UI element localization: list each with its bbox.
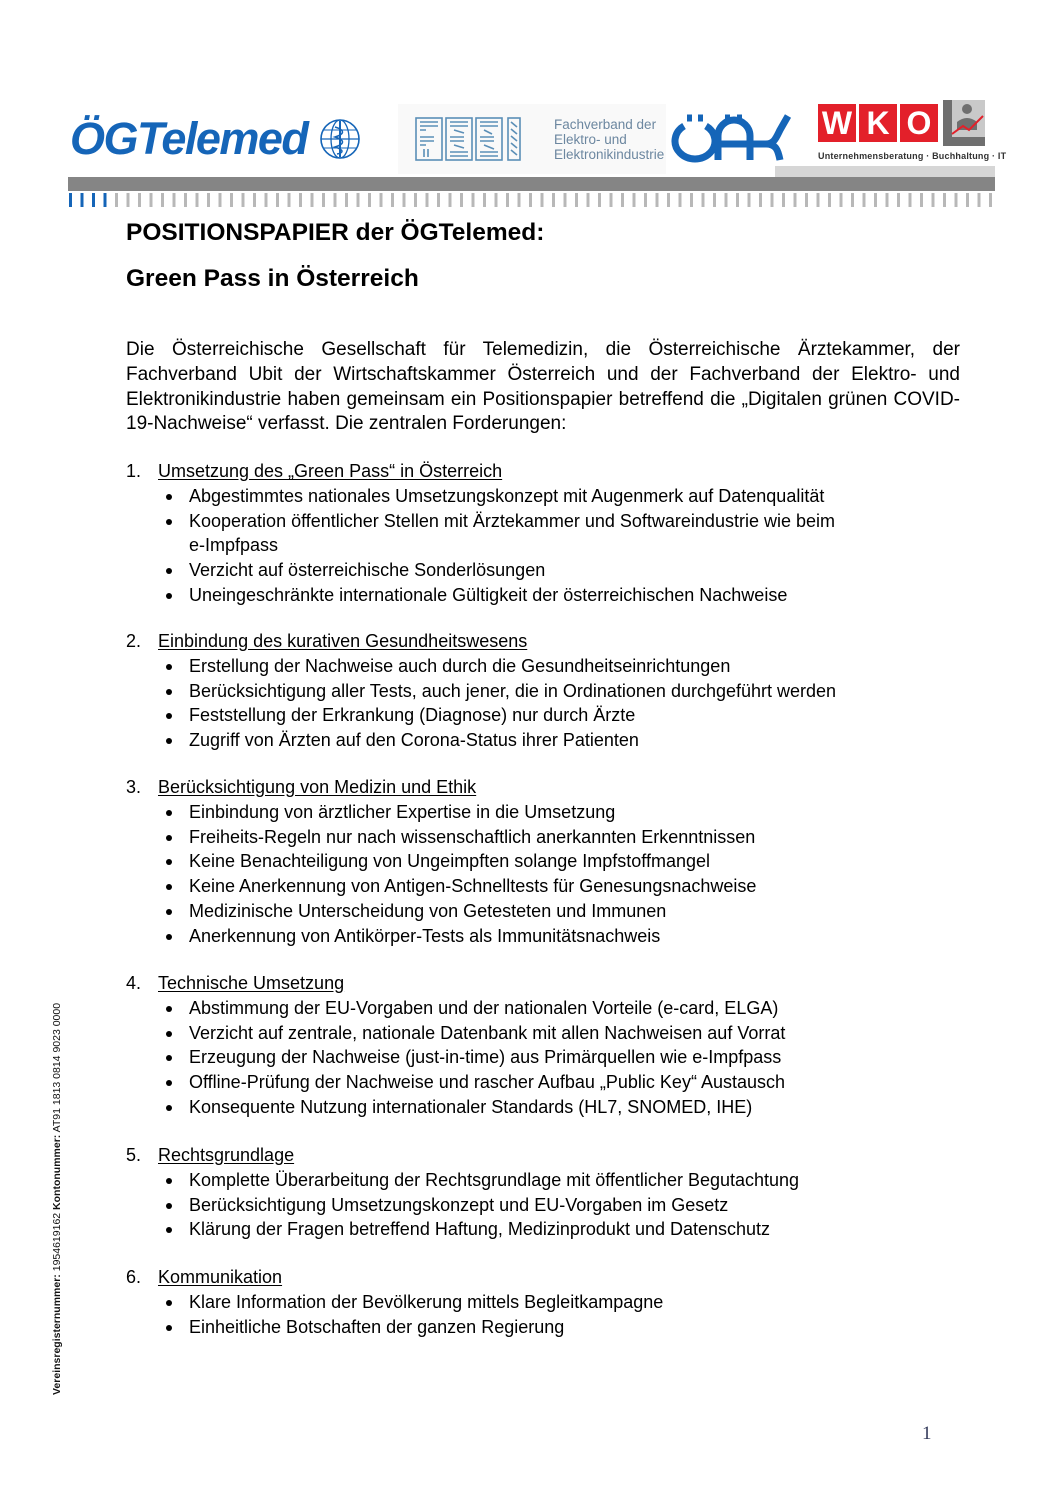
bullet-icon: [126, 996, 189, 1021]
bullet-icon: [126, 899, 189, 924]
section-6: [126, 1265, 946, 1339]
header-tick: [817, 193, 820, 207]
bullet-icon: [126, 800, 189, 825]
header-tick: [978, 193, 981, 207]
wko-tagline: Unternehmensberatung · Buchhaltung · IT: [818, 151, 1007, 161]
bullet-icon: [126, 583, 189, 608]
list-item: Erzeugung der Nachweise (just-in-time) aus Primärquellen wie e-Impfpass: [126, 1045, 946, 1070]
feei-mark: [414, 115, 532, 163]
account-value: AT91 1813 0814 9023 0000: [51, 1002, 63, 1133]
header-tick-strip: [68, 193, 995, 207]
header-tick: [449, 193, 452, 207]
bullet-icon: [126, 1217, 189, 1242]
header-tick: [771, 193, 774, 207]
section-title: Umsetzung des „Green Pass“ in Österreich: [158, 461, 503, 481]
header-tick: [794, 193, 797, 207]
ogtelemed-logo: [70, 113, 361, 164]
page-number: 1: [922, 1423, 932, 1444]
header-tick: [621, 193, 624, 207]
header-tick: [380, 193, 383, 207]
header-tick: [782, 193, 785, 207]
header-tick: [127, 193, 130, 207]
feei-description: [554, 117, 664, 162]
header-tick: [230, 193, 233, 207]
person-growth-chart-icon: [943, 100, 985, 146]
wko-letter: O: [900, 104, 938, 142]
header-tick: [173, 193, 176, 207]
header-tick: [334, 193, 337, 207]
header-tick: [495, 193, 498, 207]
section-number: 2.: [126, 631, 142, 651]
header-tick: [679, 193, 682, 207]
header-tick: [644, 193, 647, 207]
header-tick: [725, 193, 728, 207]
list-item: Klärung der Fragen betreffend Haftung, Medizinprodukt und Datenschutz: [126, 1217, 946, 1242]
bullet-icon: [126, 679, 189, 704]
list-item: Berücksichtigung Umsetzungskonzept und EU-Vorgaben im Gesetz: [126, 1193, 946, 1218]
header-tick: [874, 193, 877, 207]
section-5: [126, 1143, 946, 1242]
feei-text-line: Elektronikindustrie: [554, 146, 665, 162]
section-number: 1.: [126, 461, 142, 481]
bullet-icon: [126, 1070, 189, 1095]
header-tick: [437, 193, 440, 207]
feei-circuit-letters-icon: [414, 115, 532, 163]
header-tick: [299, 193, 302, 207]
header-tick: [196, 193, 199, 207]
header-tick: [897, 193, 900, 207]
bullet-icon: [126, 1290, 189, 1315]
register-label: Vereinsregisternummer:: [51, 1274, 63, 1395]
header-tick: [414, 193, 417, 207]
header-tick: [932, 193, 935, 207]
document-title: POSITIONSPAPIER der ÖGTelemed:: [126, 219, 545, 246]
bullet-icon: [126, 1315, 189, 1340]
bullet-icon: [126, 728, 189, 753]
header-tick: [759, 193, 762, 207]
section-number: 3.: [126, 777, 142, 797]
header-tick: [966, 193, 969, 207]
document-subtitle: Green Pass in Österreich: [126, 265, 419, 292]
list-item: Erstellung der Nachweise auch durch die Gesundheitseinrichtungen: [126, 654, 946, 679]
header-tick: [357, 193, 360, 207]
ogtelemed-wordmark: ÖGTelemed: [70, 113, 308, 164]
section-2: [126, 629, 946, 753]
bullet-icon: [126, 825, 189, 850]
header-tick: [115, 193, 118, 207]
header-tick: [276, 193, 279, 207]
header-tick: [242, 193, 245, 207]
header-tick: [909, 193, 912, 207]
header-tick: [265, 193, 268, 207]
bullet-icon: [126, 849, 189, 874]
header-tick: [886, 193, 889, 207]
bullet-icon: [126, 703, 189, 728]
list-item: Einbindung von ärztlicher Expertise in die Umsetzung: [126, 800, 946, 825]
header-tick: [920, 193, 923, 207]
header-tick: [403, 193, 406, 207]
list-item: Abstimmung der EU-Vorgaben und der nationalen Vorteile (e-card, ELGA): [126, 996, 946, 1021]
header-tick: [575, 193, 578, 207]
header-tick: [391, 193, 394, 207]
section-title: Technische Umsetzung: [158, 973, 345, 993]
section-number: 6.: [126, 1267, 142, 1287]
section-number: 4.: [126, 973, 142, 993]
header-tick: [253, 193, 256, 207]
header-tick: [633, 193, 636, 207]
header-tick: [667, 193, 670, 207]
header-tick: [598, 193, 601, 207]
header-tick: [150, 193, 153, 207]
register-value: 1954619162: [51, 1212, 63, 1272]
bullet-icon: [126, 1045, 189, 1070]
section-4: [126, 971, 946, 1120]
feei-text-line: Fachverband der: [554, 116, 657, 132]
list-item: Medizinische Unterscheidung von Getesteten und Immunen: [126, 899, 946, 924]
header-tick: [518, 193, 521, 207]
header-tick: [587, 193, 590, 207]
section-title: Kommunikation: [158, 1267, 283, 1287]
list-item: Verzicht auf österreichische Sonderlösungen: [126, 558, 946, 583]
list-item: Keine Benachteiligung von Ungeimpften solange Impfstoffmangel: [126, 849, 946, 874]
header-tick: [989, 193, 992, 207]
header-tick: [311, 193, 314, 207]
header-tick: [138, 193, 141, 207]
header-tick: [736, 193, 739, 207]
header-tick: [828, 193, 831, 207]
globe-caduceus-icon: [319, 118, 361, 160]
bullet-icon: [126, 874, 189, 899]
bullet-icon: [126, 1095, 189, 1120]
account-label: Kontonummer:: [51, 1134, 63, 1210]
section-title: Rechtsgrundlage: [158, 1145, 295, 1165]
header-tick: [805, 193, 808, 207]
list-item: Konsequente Nutzung internationaler Standards (HL7, SNOMED, IHE): [126, 1095, 946, 1120]
header-tick: [863, 193, 866, 207]
header-tick: [943, 193, 946, 207]
bullet-icon: [126, 1168, 189, 1193]
registration-footer: [51, 1003, 63, 1395]
bullet-icon: [126, 1193, 189, 1218]
bullet-icon: [126, 924, 189, 949]
list-item-continuation: e-Impfpass: [189, 535, 279, 556]
header-tick: [529, 193, 532, 207]
header-tick: [426, 193, 429, 207]
header-tick: [610, 193, 613, 207]
list-item: Uneingeschränkte internationale Gültigkeit der österreichischen Nachweise: [126, 583, 946, 608]
section-1: [126, 459, 946, 608]
bullet-icon: [126, 509, 189, 534]
header-tick: [345, 193, 348, 207]
header-tick: [690, 193, 693, 207]
list-item: Keine Anerkennung von Antigen-Schnelltests für Genesungsnachweise: [126, 874, 946, 899]
header-tick: [483, 193, 486, 207]
header-tick: [541, 193, 544, 207]
header-tick: [92, 193, 95, 207]
list-item: Verzicht auf zentrale, nationale Datenbank mit allen Nachweisen auf Vorrat: [126, 1021, 946, 1046]
header-tick: [702, 193, 705, 207]
header-tick: [460, 193, 463, 207]
header-tick: [552, 193, 555, 207]
bullet-icon: [126, 558, 189, 583]
header-tick: [656, 193, 659, 207]
list-item: Offline-Prüfung der Nachweise und rascher Aufbau „Public Key“ Austausch: [126, 1070, 946, 1095]
header-tick: [81, 193, 84, 207]
bullet-icon: [126, 1021, 189, 1046]
header-tick: [161, 193, 164, 207]
list-item: Berücksichtigung aller Tests, auch jener, die in Ordinationen durchgeführt werden: [126, 679, 946, 704]
header-tick: [104, 193, 107, 207]
list-item: Freiheits-Regeln nur nach wissenschaftlich anerkannten Erkenntnissen: [126, 825, 946, 850]
list-item: Zugriff von Ärzten auf den Corona-Status ihrer Patienten: [126, 728, 946, 753]
list-item: Komplette Überarbeitung der Rechtsgrundlage mit öffentlicher Begutachtung: [126, 1168, 946, 1193]
header-tick: [219, 193, 222, 207]
header-tick: [955, 193, 958, 207]
header-tick: [851, 193, 854, 207]
header-tick: [288, 193, 291, 207]
header-tick: [564, 193, 567, 207]
feei-text-line: Elektro- und: [554, 131, 627, 147]
header-tick: [322, 193, 325, 207]
header-tick: [368, 193, 371, 207]
oak-logo: [670, 110, 800, 170]
section-number: 5.: [126, 1145, 142, 1165]
letterhead: [0, 0, 1058, 215]
bullet-icon: [126, 654, 189, 679]
list-item: Einheitliche Botschaften der ganzen Regierung: [126, 1315, 946, 1340]
section-title: Berücksichtigung von Medizin und Ethik: [158, 777, 477, 797]
list-item: Kooperation öffentlicher Stellen mit Ärztekammer und Softwareindustrie wie beim: [126, 509, 946, 534]
header-tick: [713, 193, 716, 207]
header-tick: [184, 193, 187, 207]
list-item: Klare Information der Bevölkerung mittels Begleitkampagne: [126, 1290, 946, 1315]
bullet-icon: [126, 484, 189, 509]
list-item: Feststellung der Erkrankung (Diagnose) nur durch Ärzte: [126, 703, 946, 728]
intro-paragraph: Die Österreichische Gesellschaft für Telemedizin, die Österreichische Ärztekammer, der Fachverband Ubit der Wirtschaftskammer Österreich und der Fachverband der Elektro- und Elektronikindustrie haben gemeinsam ein Positionspapier betreffend die „Digitalen grünen COVID-19-Nachweise“ verfasst. Die zentralen Forderungen:: [126, 339, 960, 435]
feei-logo: [398, 104, 666, 174]
header-tick: [506, 193, 509, 207]
wko-letter: K: [859, 104, 897, 142]
section-title: Einbindung des kurativen Gesundheitswesens: [158, 631, 528, 651]
wko-logo: [818, 104, 1007, 174]
wko-letter: W: [818, 104, 856, 142]
header-tick: [748, 193, 751, 207]
header-gray-bar: [68, 177, 995, 191]
list-item: Anerkennung von Antikörper-Tests als Immunitätsnachweis: [126, 924, 946, 949]
header-tick: [207, 193, 210, 207]
header-tick: [472, 193, 475, 207]
header-tick: [840, 193, 843, 207]
header-tick: [69, 193, 72, 207]
list-item: Abgestimmtes nationales Umsetzungskonzept mit Augenmerk auf Datenqualität: [126, 484, 946, 509]
section-3: [126, 775, 946, 949]
